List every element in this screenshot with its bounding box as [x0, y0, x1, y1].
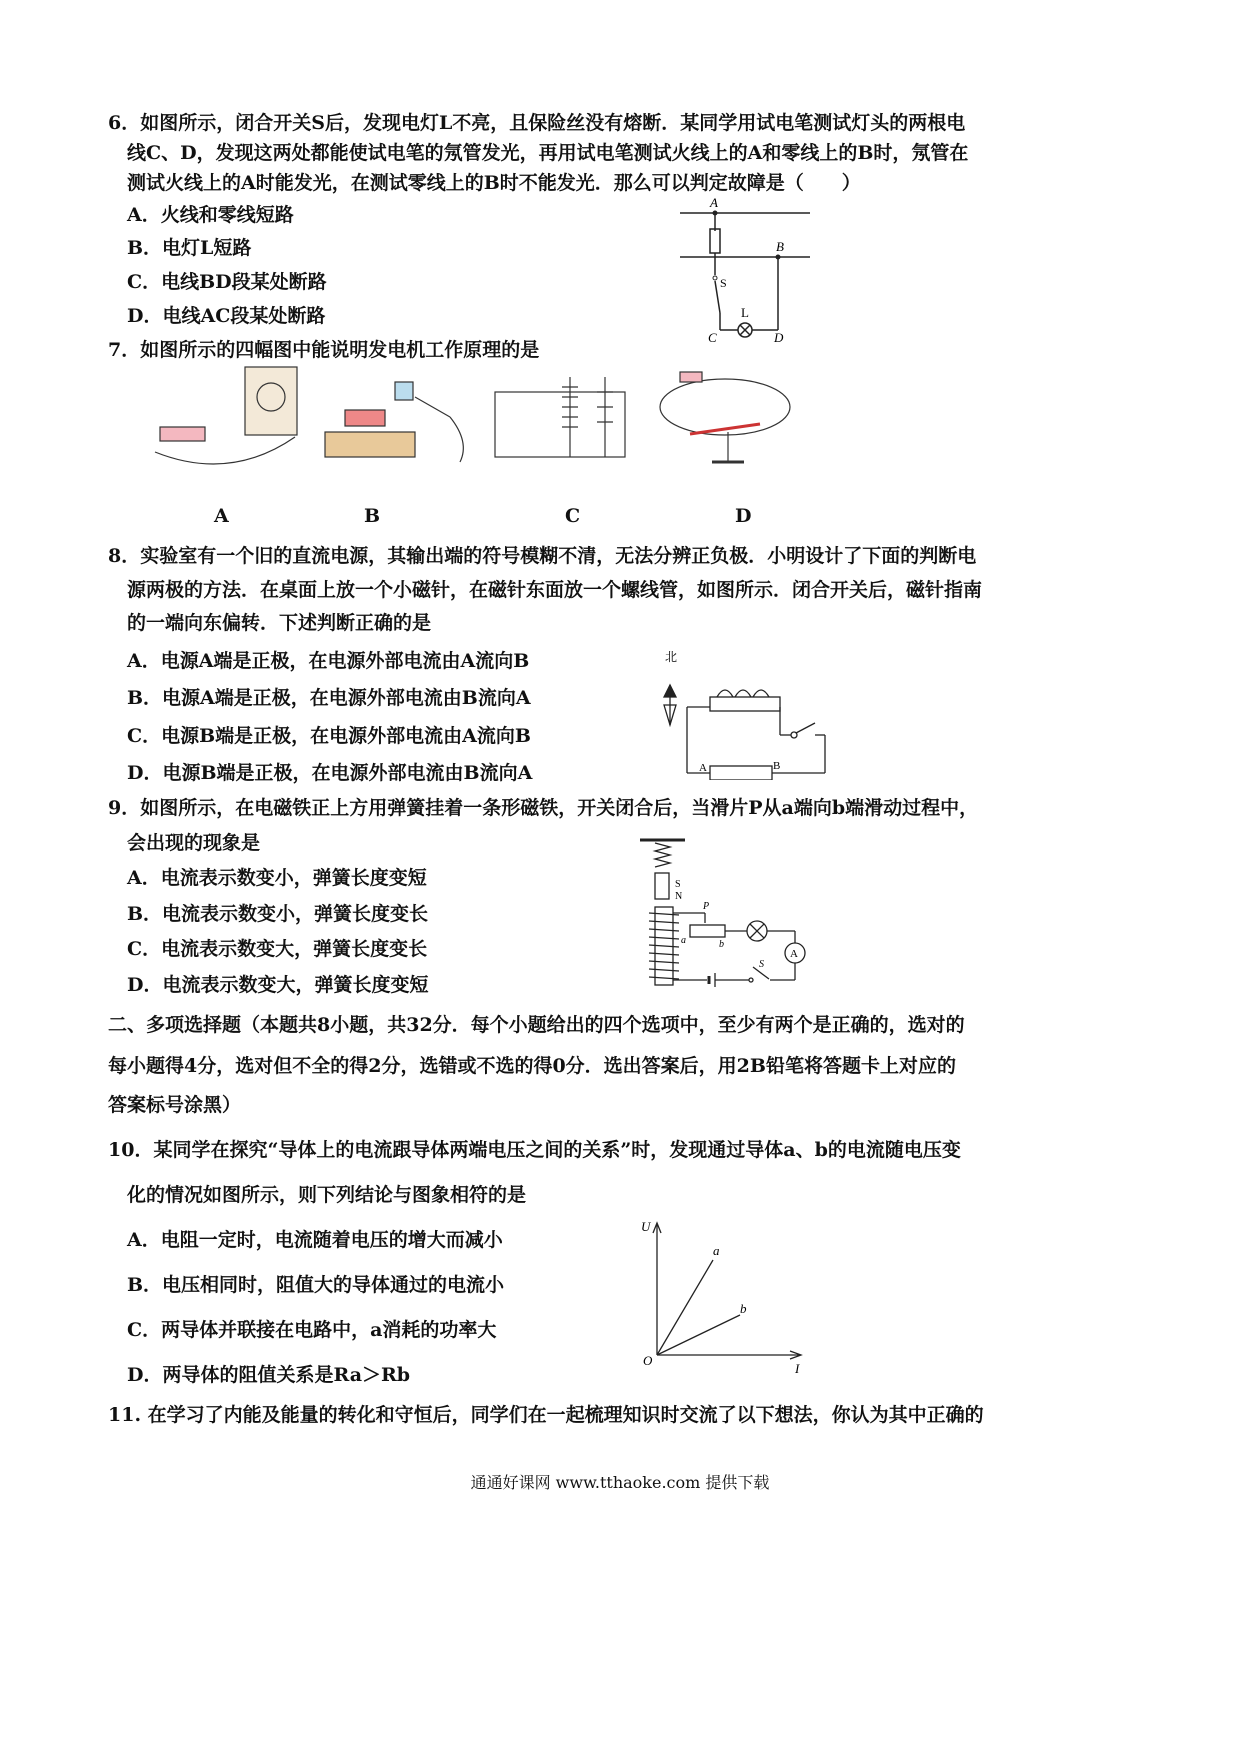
q8-label-a: A	[699, 762, 707, 774]
q7-figures	[150, 362, 810, 477]
q7-stem: 7．如图所示的四幅图中能说明发电机工作原理的是	[108, 339, 540, 361]
q9-label-b: b	[719, 939, 724, 950]
q9-option-d: D．电流表示数变大，弹簧长度变短	[127, 974, 429, 996]
q9-label-s: S	[675, 879, 681, 890]
q10-origin: O	[643, 1353, 653, 1368]
q6-stem-line-3: 测试火线上的A时能发光，在测试零线上的B时不能发光．那么可以判定故障是（ ）	[127, 172, 861, 194]
q6-stem-line-1: 6．如图所示，闭合开关S后，发现电灯L不亮，且保险丝没有熔断．某同学用试电笔测试灯头的两根电	[108, 112, 966, 134]
q7-label-d: D	[735, 505, 752, 527]
q9-label-n: N	[675, 891, 683, 902]
q9-label-switch: S	[759, 959, 764, 970]
section2-line-2: 每小题得4分，选对但不全的得2分，选错或不选的得0分．选出答案后，用2B铅笔将答题卡上对应的	[108, 1055, 956, 1077]
q10-option-c: C．两导体并联接在电路中，a消耗的功率大	[127, 1319, 497, 1341]
q6-option-b: B．电灯L短路	[127, 237, 252, 259]
q8-stem-line-1: 8．实验室有一个旧的直流电源，其输出端的符号模糊不清，无法分辨正负极．小明设计了下面的判断电	[108, 545, 977, 567]
q10-option-a: A．电阻一定时，电流随着电压的增大而减小	[127, 1229, 503, 1251]
q8-label-north: 北	[665, 650, 678, 664]
q10-label-b: b	[740, 1301, 747, 1316]
q10-stem-line-1: 10．某同学在探究“导体上的电流跟导体两端电压之间的关系”时，发现通过导体a、b的电流随电压变	[108, 1139, 961, 1161]
q9-label-p: P	[703, 901, 710, 912]
q8-option-b: B．电源A端是正极，在电源外部电流由B流向A	[127, 687, 531, 709]
q8-label-b: B	[773, 760, 781, 772]
q6-label-c: C	[708, 330, 717, 345]
q10-axis-u: U	[641, 1219, 651, 1234]
q9-option-a: A．电流表示数变小，弹簧长度变短	[127, 867, 427, 889]
q6-label-s: S	[720, 276, 727, 290]
q6-circuit-diagram	[670, 195, 820, 350]
q10-stem-line-2: 化的情况如图所示，则下列结论与图象相符的是	[127, 1184, 527, 1206]
q9-stem-line-2: 会出现的现象是	[127, 832, 261, 854]
q8-option-d: D．电源B端是正极，在电源外部电流由B流向A	[127, 762, 533, 784]
q6-label-b: B	[776, 239, 784, 254]
section2-line-1: 二、多项选择题（本题共8小题，共32分．每个小题给出的四个选项中，至少有两个是正确的，选对的	[108, 1014, 965, 1036]
section2-line-3: 答案标号涂黑）	[108, 1094, 242, 1116]
q9-label-a: a	[681, 935, 686, 946]
q10-label-a: a	[713, 1243, 720, 1258]
q10-option-d: D．两导体的阻值关系是Ra＞Rb	[127, 1364, 411, 1386]
q9-option-c: C．电流表示数变大，弹簧长度变长	[127, 938, 428, 960]
q10-axis-i: I	[795, 1361, 800, 1376]
q9-circuit-diagram	[635, 835, 820, 995]
q9-stem-line-1: 9．如图所示，在电磁铁正上方用弹簧挂着一条形磁铁，开关闭合后，当滑片P从a端向b端滑动过程中，	[108, 797, 979, 819]
q7-label-c: C	[565, 505, 581, 527]
q10-line-a	[657, 1260, 713, 1355]
q9-label-ammeter: A	[790, 948, 798, 960]
q8-stem-line-3: 的一端向东偏转．下述判断正确的是	[127, 612, 432, 634]
q6-label-d: D	[774, 330, 784, 345]
q6-option-c: C．电线BD段某处断路	[127, 271, 327, 293]
q7-label-b: B	[364, 505, 381, 527]
q8-option-a: A．电源A端是正极，在电源外部电流由A流向B	[127, 650, 530, 672]
q6-stem-line-2: 线C、D，发现这两处都能使试电笔的氖管发光，再用试电笔测试火线上的A和零线上的B时，氖管在	[127, 142, 969, 164]
page-footer: 通通好课网 www.tthaoke.com 提供下载	[470, 1473, 770, 1492]
q8-circuit-diagram	[655, 645, 835, 780]
q8-stem-line-2: 源两极的方法．在桌面上放一个小磁针，在磁针东面放一个螺线管，如图所示．闭合开关后，磁针指南	[127, 579, 983, 601]
q6-option-d: D．电线AC段某处断路	[127, 305, 326, 327]
q7-label-a: A	[214, 505, 229, 527]
q6-label-a: A	[710, 195, 718, 210]
q10-option-b: B．电压相同时，阻值大的导体通过的电流小	[127, 1274, 505, 1296]
q11-stem-line-1: 11. 在学习了内能及能量的转化和守恒后，同学们在一起梳理知识时交流了以下想法，你认为其中正确的	[108, 1404, 984, 1426]
q8-option-c: C．电源B端是正极，在电源外部电流由A流向B	[127, 725, 531, 747]
q6-label-l: L	[741, 305, 749, 320]
q9-option-b: B．电流表示数变小，弹簧长度变长	[127, 903, 429, 925]
q6-option-a: A．火线和零线短路	[127, 204, 294, 226]
q10-ui-graph	[635, 1215, 810, 1380]
